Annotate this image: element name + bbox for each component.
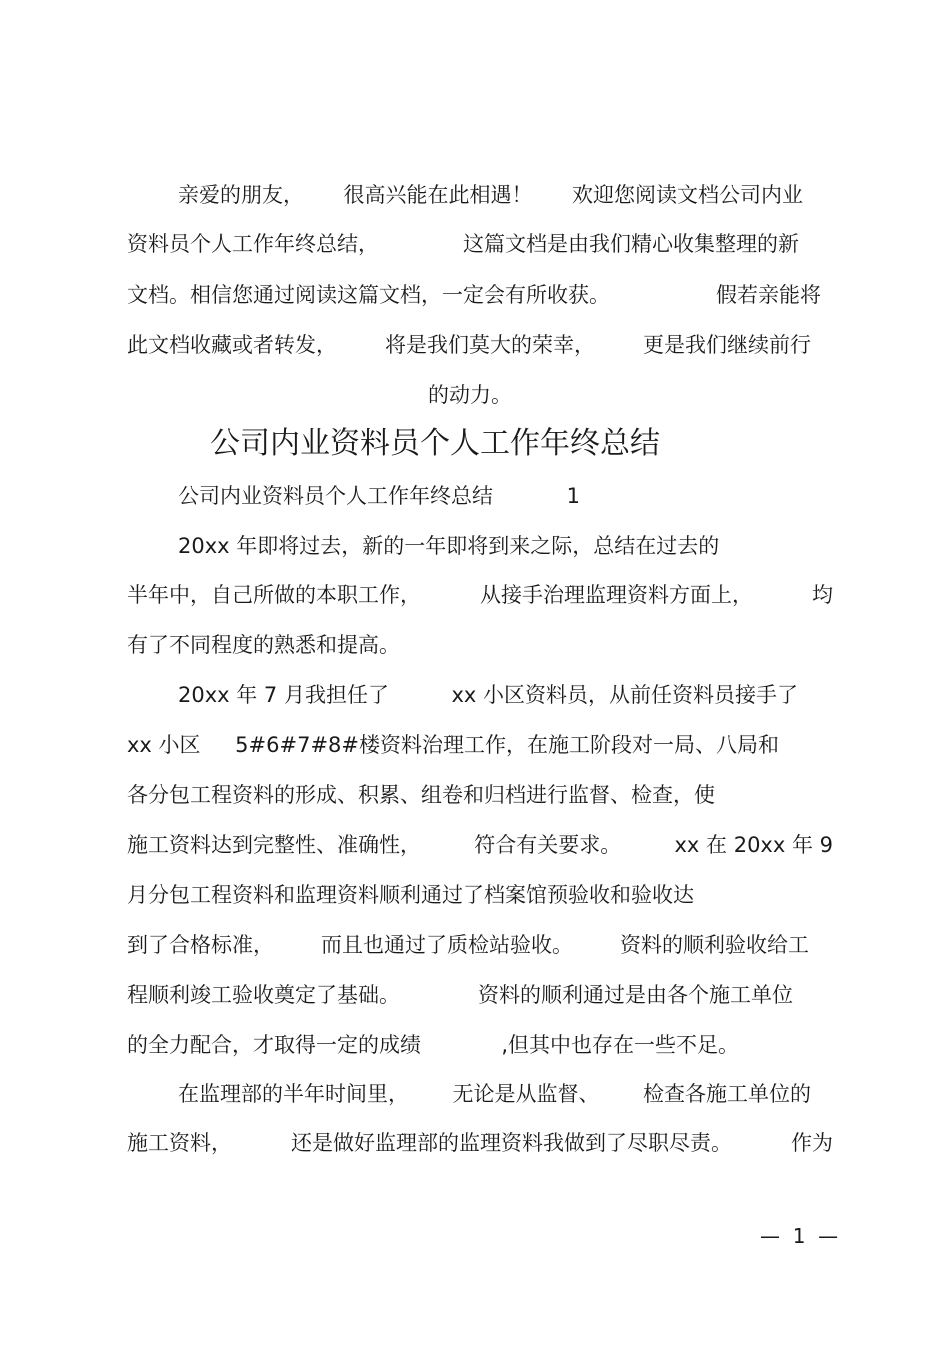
- body-text: 月分包工程资料和监理资料顺利通过了档案馆预验收和验收达: [127, 883, 694, 907]
- body-text: 资料的顺利通过是由各个施工单位: [478, 983, 793, 1007]
- intro-text: 文档。相信您通过阅读这篇文档，一定会有所收获。: [127, 283, 610, 307]
- body-text: 在监理部的半年时间里，: [178, 1082, 409, 1106]
- subtitle-line: [178, 481, 580, 511]
- body-line: [127, 880, 833, 910]
- body-text: xx 小区资料员，从前任资料员接手了: [451, 683, 798, 707]
- intro-text: 假若亲能将: [716, 283, 821, 307]
- intro-text: 的动力。: [428, 383, 512, 407]
- body-text: ,但其中也存在一些不足。: [501, 1033, 739, 1057]
- body-line: [127, 930, 809, 960]
- intro-line: [0, 380, 940, 410]
- body-text: 均: [812, 583, 833, 607]
- body-line: [127, 1128, 833, 1158]
- body-text: 无论是从监督、: [452, 1082, 600, 1106]
- body-line: [178, 680, 798, 710]
- body-text: 半年中，自己所做的本职工作，: [127, 583, 421, 607]
- intro-text: 这篇文档是由我们精心收集整理的新: [463, 232, 799, 256]
- body-text: 的全力配合，才取得一定的成绩: [127, 1033, 421, 1057]
- body-line: [127, 830, 833, 860]
- body-text: 而且也通过了质检站验收。: [321, 933, 573, 957]
- intro-text: 将是我们莫大的荣幸，: [385, 333, 595, 357]
- intro-line: [127, 330, 811, 360]
- subtitle-text: 公司内业资料员个人工作年终总结: [178, 484, 493, 508]
- body-text: 资料的顺利验收给工: [620, 933, 809, 957]
- body-line: [127, 580, 833, 610]
- body-text: xx 在 20xx 年 9: [674, 833, 833, 857]
- body-line: [127, 1030, 739, 1060]
- body-text: 施工资料，: [127, 1131, 232, 1155]
- body-line: [127, 980, 793, 1010]
- subtitle-number: 1: [566, 484, 580, 508]
- intro-text: 很高兴能在此相遇！: [343, 183, 533, 207]
- intro-text: 欢迎您阅读文档公司内业: [572, 183, 803, 207]
- body-text: 程顺利竣工验收奠定了基础。: [127, 983, 400, 1007]
- body-line: [178, 1079, 811, 1109]
- body-text: 从接手治理监理资料方面上，: [480, 583, 753, 607]
- body-line: [127, 630, 833, 660]
- body-text: 作为: [791, 1131, 833, 1155]
- body-line: [127, 780, 833, 810]
- body-text: 5#6#7#8#楼资料治理工作，在施工阶段对一局、八局和: [235, 733, 779, 757]
- page-number: — 1 —: [760, 1224, 839, 1248]
- intro-text: 亲爱的朋友，: [178, 183, 304, 207]
- intro-line: [127, 229, 799, 259]
- body-text: xx 小区: [127, 733, 201, 757]
- body-line: [178, 531, 778, 561]
- body-text: 各分包工程资料的形成、积累、组卷和归档进行监督、检查，使: [127, 783, 715, 807]
- intro-text: 此文档收藏或者转发，: [127, 333, 337, 357]
- intro-line: [178, 180, 803, 210]
- body-text: 还是做好监理部的监理资料我做到了尽职尽责。: [291, 1131, 732, 1155]
- body-text: 20xx 年 7 月我担任了: [178, 683, 389, 707]
- body-text: 有了不同程度的熟悉和提高。: [127, 633, 400, 657]
- body-text: 20xx 年即将过去，新的一年即将到来之际，总结在过去的: [178, 534, 720, 558]
- body-text: 到了合格标准，: [127, 933, 274, 957]
- intro-text: 资料员个人工作年终总结，: [127, 232, 379, 256]
- intro-line: [127, 280, 821, 310]
- body-text: 符合有关要求。: [474, 833, 622, 857]
- body-line: [127, 730, 779, 760]
- body-text: 施工资料达到完整性、准确性，: [127, 833, 421, 857]
- intro-text: 更是我们继续前行: [643, 333, 811, 357]
- document-title: 公司内业资料员个人工作年终总结: [210, 426, 660, 461]
- body-text: 检查各施工单位的: [643, 1082, 811, 1106]
